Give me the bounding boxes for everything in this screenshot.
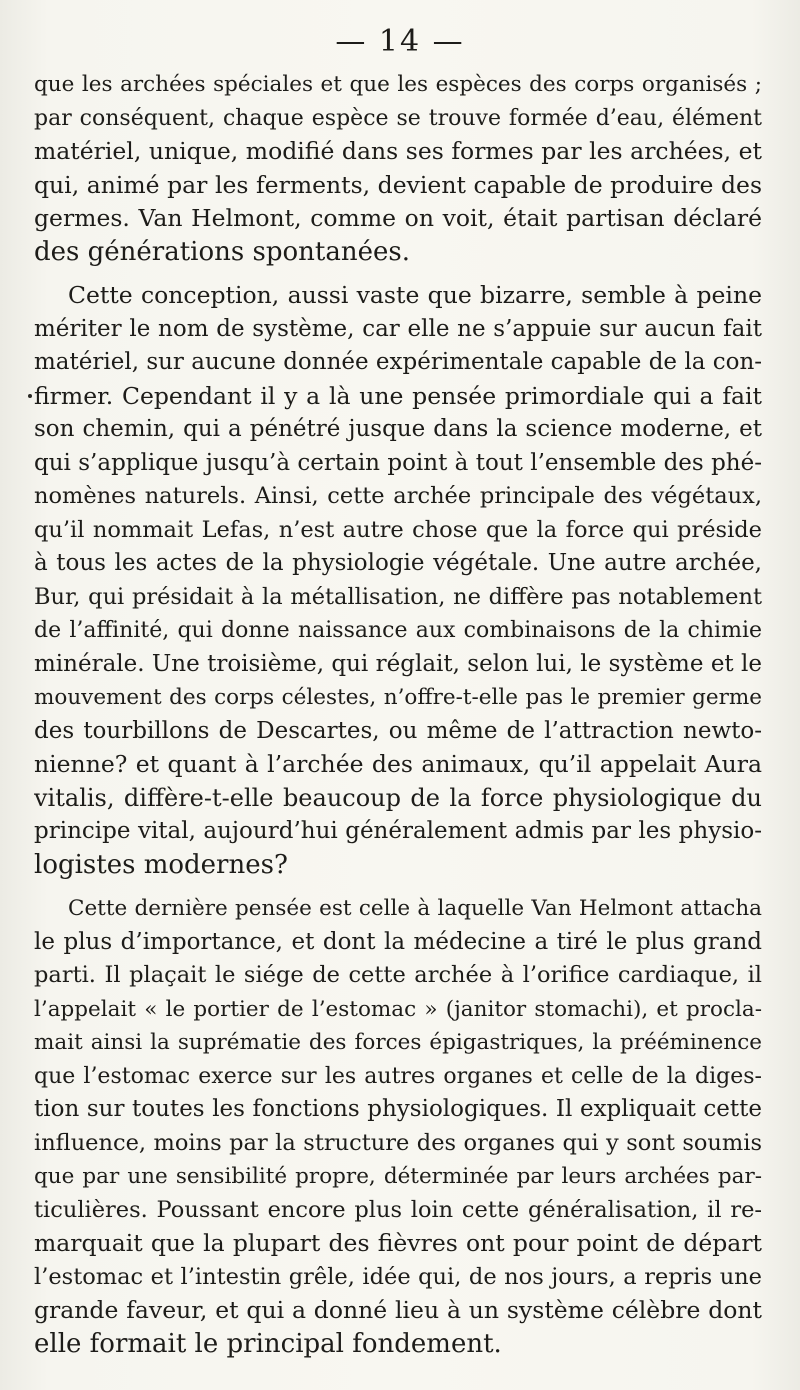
text-line: influence, moins par la structure des organes qui y sont soumis [34, 1129, 762, 1156]
text-line: ticulières. Poussant encore plus loin cette généralisation, il re- [34, 1196, 762, 1223]
text-line: qu’il nommait Lefas, n’est autre chose que la force qui préside [34, 516, 762, 543]
paragraph-3 [34, 892, 762, 1361]
text-line: que les archées spéciales et que les espèces des corps organisés ; [34, 72, 762, 97]
text-line: germes. Van Helmont, comme on voit, était partisan déclaré [34, 204, 762, 232]
text-line: qui, animé par les ferments, devient capable de produire des [34, 170, 762, 199]
body-text [34, 68, 762, 1361]
text-line: elle formait le principal fondement. [34, 1328, 502, 1359]
text-line: de l’affinité, qui donne naissance aux combinaisons de la chimie [34, 618, 762, 643]
text-line: le plus d’importance, et dont la médecine a tiré le plus grand [34, 928, 762, 955]
text-line: tion sur toutes les fonctions physiologiques. Il expliquait cette [34, 1096, 762, 1122]
text-line: nienne? et quant à l’archée des animaux, qu’il appelait Aura [34, 750, 762, 778]
text-line: Cette dernière pensée est celle à laquelle Van Helmont attacha [68, 896, 762, 921]
text-line: vitalis, diffère-t-elle beaucoup de la force physiologique du [34, 783, 762, 812]
text-line: des tourbillons de Descartes, ou même de l’attraction newto- [34, 717, 762, 744]
text-line: que par une sensibilité propre, déterminée par leurs archées par- [34, 1164, 762, 1189]
paragraph-1 [34, 68, 762, 269]
text-line: grande faveur, et qui a donné lieu à un système célèbre dont [34, 1296, 762, 1324]
text-line: à tous les actes de la physiologie végétale. Une autre archée, [34, 550, 762, 576]
margin-mark [28, 394, 32, 398]
text-line: par conséquent, chaque espèce se trouve formée d’eau, élément [34, 105, 762, 131]
text-line: minérale. Une troisième, qui réglait, selon lui, le système et le [34, 650, 762, 677]
text-line: que l’estomac exerce sur les autres organes et celle de la diges- [34, 1063, 762, 1089]
text-line: des générations spontanées. [34, 236, 410, 267]
text-line: matériel, unique, modifié dans ses formes par les archées, et [34, 137, 762, 165]
text-line: matériel, sur aucune donnée expérimentale capable de la con- [34, 349, 762, 375]
text-line: nomènes naturels. Ainsi, cette archée principale des végétaux, [34, 483, 762, 509]
text-line: principe vital, aujourd’hui généralement admis par les physio- [34, 818, 762, 844]
text-line: qui s’applique jusqu’à certain point à tout l’ensemble des phé- [34, 449, 762, 476]
text-line: parti. Il plaçait le siége de cette archée à l’orifice cardiaque, il [34, 962, 762, 988]
text-line: Bur, qui présidait à la métallisation, ne diffère pas notablement [34, 583, 762, 610]
text-line: son chemin, qui a pénétré jusque dans la science moderne, et [34, 416, 762, 442]
text-line: mouvement des corps célestes, n’offre-t-elle pas le premier germe [34, 685, 762, 710]
text-line: Cette conception, aussi vaste que bizarre, semble à peine [68, 281, 762, 309]
text-line: firmer. Cependant il y a là une pensée primordiale qui a fait [34, 381, 762, 410]
text-line: mait ainsi la suprématie des forces épigastriques, la prééminence [34, 1030, 762, 1055]
page-number: — 14 — [335, 24, 465, 59]
text-line: marquait que la plupart des fièvres ont pour point de départ [34, 1229, 762, 1257]
text-line: logistes modernes? [34, 849, 288, 880]
text-line: l’estomac et l’intestin grêle, idée qui, de nos jours, a repris une [34, 1263, 762, 1290]
text-line: mériter le nom de système, car elle ne s’appuie sur aucun fait [34, 315, 762, 342]
paragraph-2 [34, 279, 762, 882]
text-line: l’appelait « le portier de l’estomac » (janitor stomachi), et procla- [34, 996, 762, 1022]
